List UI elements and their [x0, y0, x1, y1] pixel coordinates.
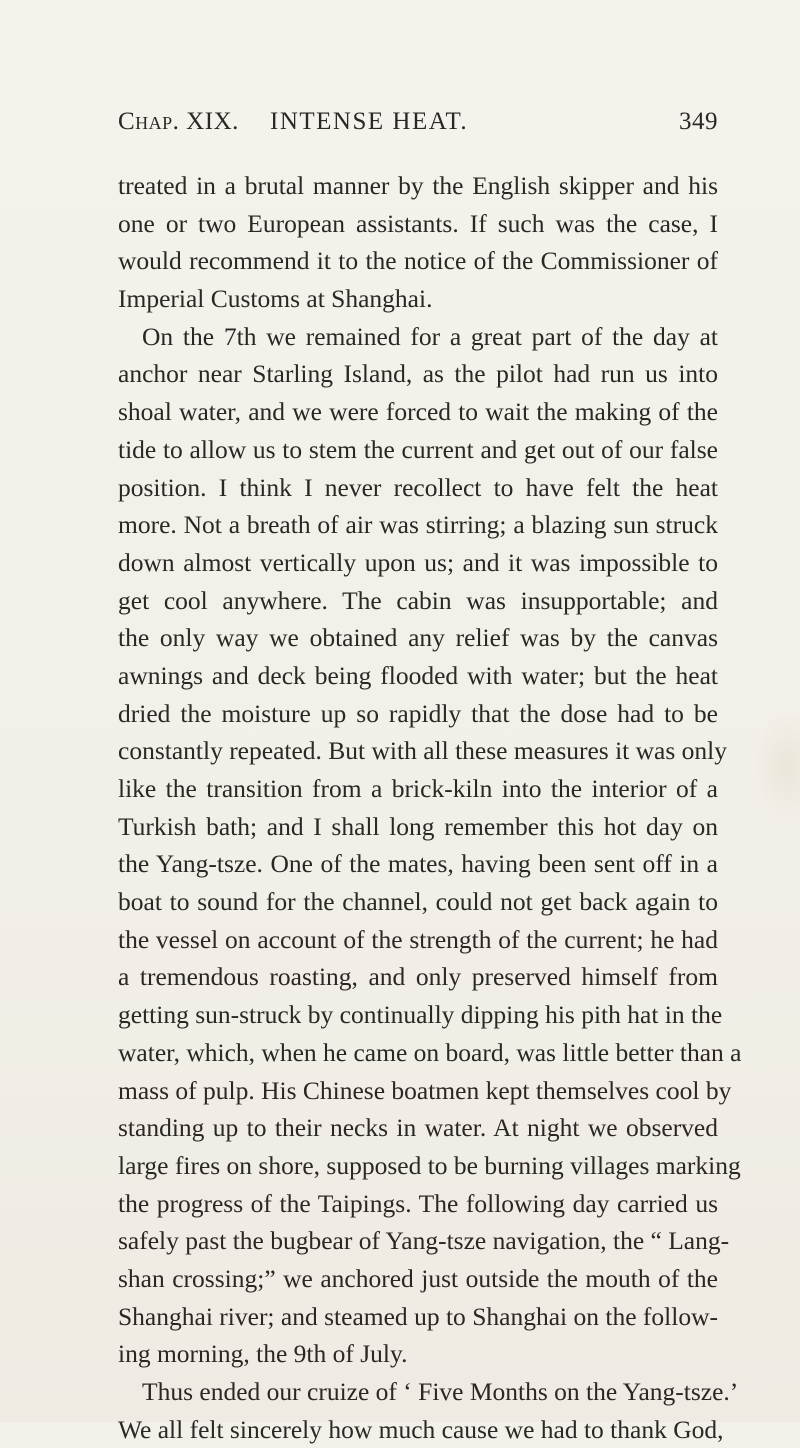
text-line: dried the moisture up so rapidly that the dose had to be [118, 698, 718, 728]
text-line: anchor near Starling Island, as the pilot had run us into [118, 359, 718, 389]
section-running-head: INTENSE HEAT. [270, 108, 469, 135]
text-line: the vessel on account of the strength of the current; he had [118, 924, 718, 954]
text-line: position. I think I never recollect to have felt the heat [118, 472, 718, 502]
text-line: Turkish bath; and I shall long remember this hot day on [118, 811, 718, 841]
text-line: get cool anywhere. The cabin was insupportable; and [118, 585, 718, 615]
text-line: boat to sound for the channel, could not get back again to [118, 887, 718, 917]
paper-stain [754, 712, 800, 822]
body-text [118, 167, 742, 1448]
text-line: the progress of the Taipings. The following day carried us [118, 1188, 718, 1218]
text-line: shoal water, and we were forced to wait the making of the [118, 397, 718, 427]
text-line: safely past the bugbear of Yang-tsze navigation, the “ Lang- [118, 1226, 730, 1256]
text-line: awnings and deck being flooded with water; but the heat [118, 660, 718, 690]
text-line: would recommend it to the notice of the Commissioner of [118, 246, 718, 276]
text-line: one or two European assistants. If such was the case, I [118, 208, 718, 238]
text-line: like the transition from a brick-kiln into the interior of a [118, 774, 718, 803]
chapter-running-head: Chap. XIX. [118, 108, 239, 135]
page-header [118, 108, 718, 138]
text-line: the Yang-tsze. One of the mates, having been sent off in a [118, 849, 718, 879]
text-line: Imperial Customs at Shanghai. [118, 284, 433, 314]
text-line: more. Not a breath of air was stirring; a blazing sun struck [118, 510, 718, 540]
text-line: a tremendous roasting, and only preserved himself from [118, 962, 718, 992]
text-line: constantly repeated. But with all these measures it was only [118, 736, 728, 766]
text-line: ing morning, the 9th of July. [118, 1339, 408, 1369]
text-line: down almost vertically upon us; and it was impossible to [118, 547, 718, 577]
text-line: large fires on shore, supposed to be burning villages marking [118, 1150, 741, 1180]
text-line: getting sun-struck by continually dipping his pith hat in the [118, 1000, 723, 1030]
text-line: We all felt sincerely how much cause we had to thank God, [118, 1414, 724, 1444]
text-line: On the 7th we remained for a great part of the day at [142, 321, 718, 351]
text-line: Thus ended our cruize of ‘ Five Months on the Yang-tsze.’ [142, 1377, 739, 1406]
text-line: water, which, when he came on board, was little better than a [118, 1037, 742, 1067]
text-line: treated in a brutal manner by the English skipper and his [118, 171, 718, 200]
text-line: Shanghai river; and steamed up to Shanghai on the follow- [118, 1301, 718, 1331]
text-line: tide to allow us to stem the current and get out of our false [118, 434, 718, 464]
text-line: shan crossing;” we anchored just outside the mouth of the [118, 1263, 718, 1293]
text-line: the only way we obtained any relief was by the canvas [118, 623, 718, 653]
page-number: 349 [679, 108, 718, 135]
text-line: standing up to their necks in water. At night we observed [118, 1113, 718, 1143]
text-line: mass of pulp. His Chinese boatmen kept themselves cool by [118, 1075, 732, 1105]
